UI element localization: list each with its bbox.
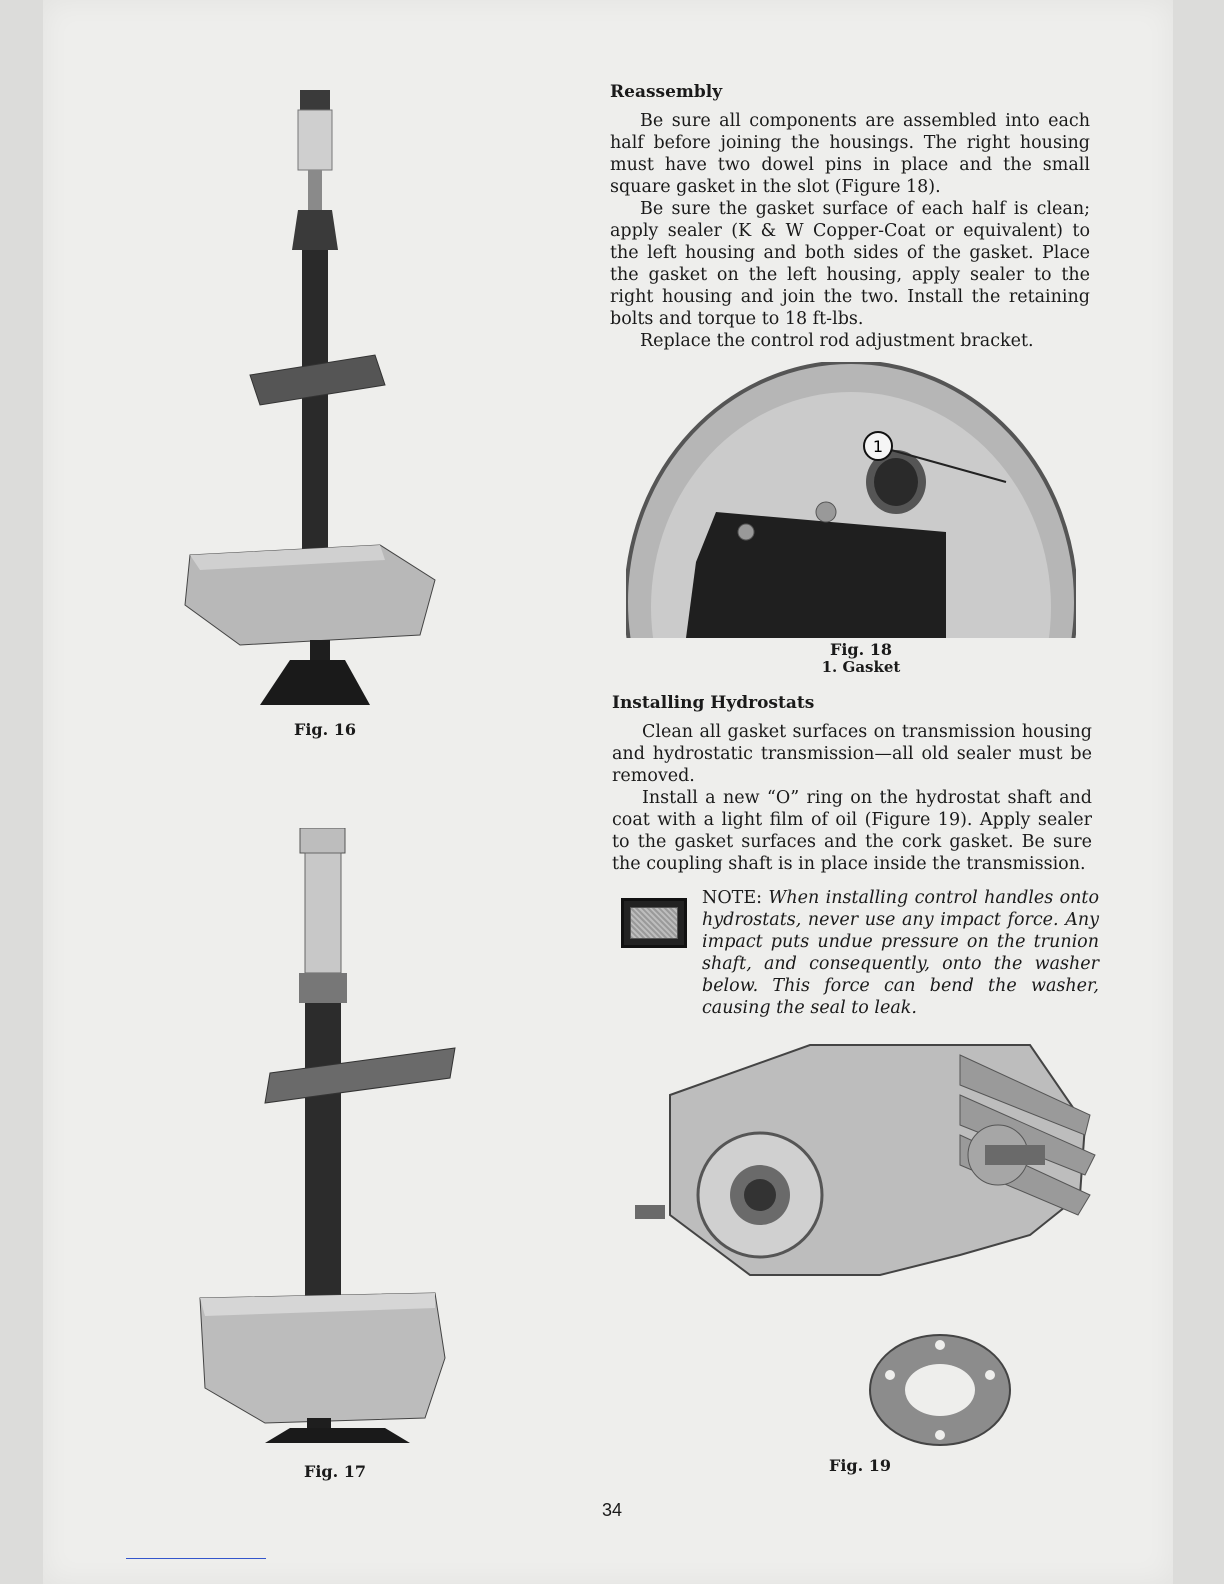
fig-18-photo (626, 362, 1076, 638)
fig-19-caption: Fig. 19 (828, 1456, 892, 1475)
note-label: NOTE: (702, 888, 763, 908)
reassembly-paragraph-2: Be sure the gasket surface of each half is clean; apply sealer (K & W Copper-Coat or equivalent) to the left housing and both sides of the gasket. Place the gasket on the left housing, apply sealer to the right housing and join the two. Install the retaining bolts and torque to 18 ft-lbs. (610, 199, 1090, 329)
installing-paragraph-1: Clean all gasket surfaces on transmission housing and hydrostatic transmission—all old sealer must be removed. (612, 722, 1092, 786)
fig-18-callout-1: 1 (872, 437, 884, 456)
page-number: 34 (601, 1500, 623, 1520)
fig-18-caption: Fig. 18 (829, 640, 893, 659)
fig-17-photo (195, 828, 460, 1453)
fig-16-caption: Fig. 16 (293, 720, 357, 739)
fig-18-legend: 1. Gasket (821, 658, 901, 676)
note-body: When installing control handles onto hydrostats, never use any impact force. Any impact puts undue pressure on the trunion shaft, and consequently, onto the washer below. This force can bend the washer, causing the seal to leak. (702, 888, 1099, 1018)
reassembly-paragraph-3: Replace the control rod adjustment bracket. (640, 331, 1034, 351)
fig-16-photo (170, 85, 450, 710)
installing-heading: Installing Hydrostats (612, 693, 815, 713)
installing-paragraph-2: Install a new “O” ring on the hydrostat shaft and coat with a light film of oil (Figure 19). Apply sealer to the gasket surfaces and the cork gasket. Be sure the coupling shaft is in place inside the transmission. (612, 788, 1092, 874)
note-icon (621, 898, 687, 948)
underline-link (126, 1558, 266, 1559)
note-text (702, 887, 1099, 1019)
reassembly-paragraph-1: Be sure all components are assembled into each half before joining the housings. The right housing must have two dowel pins in place and the small square gasket in the slot (Figure 18). (610, 111, 1090, 197)
reassembly-heading: Reassembly (610, 82, 723, 102)
fig-19-photo (630, 1035, 1100, 1455)
fig-17-caption: Fig. 17 (303, 1462, 367, 1481)
